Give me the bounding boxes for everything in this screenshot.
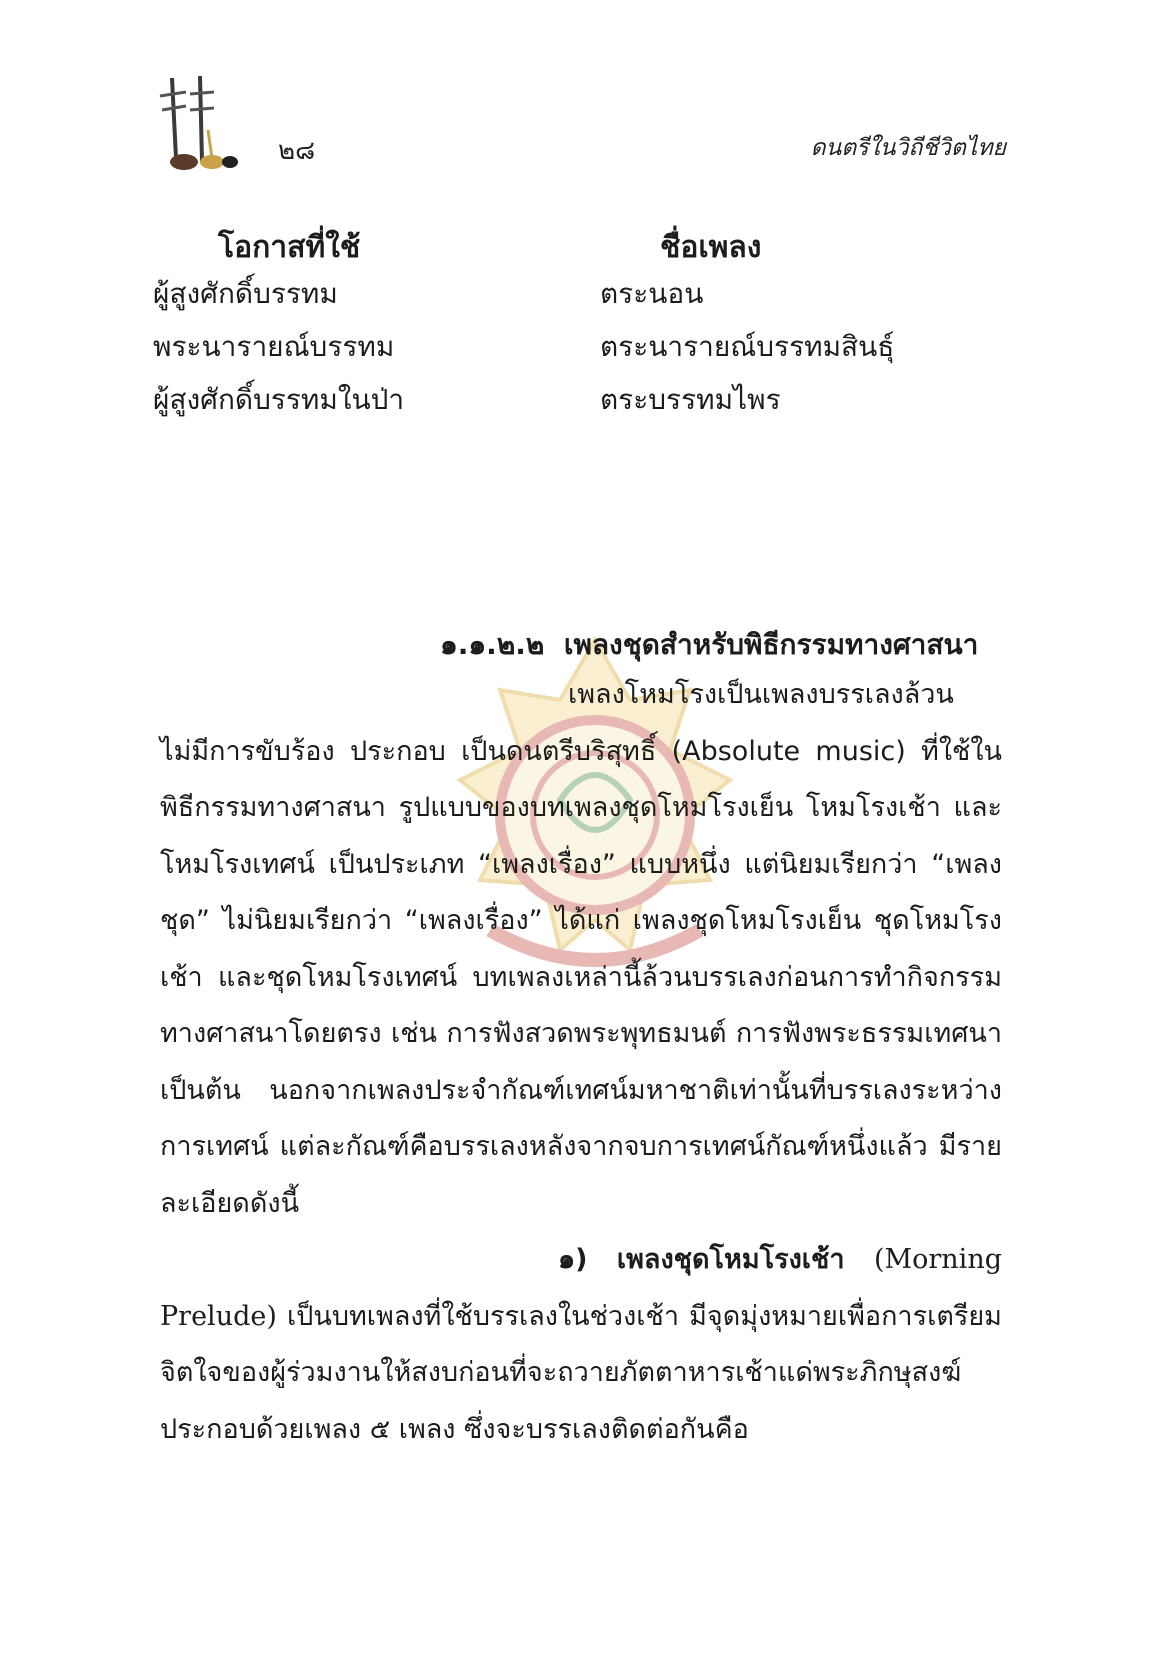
table-header-occasion: โอกาสที่ใช้	[218, 230, 361, 265]
item-title: เพลงชุดโหมโรงเช้า	[616, 1244, 845, 1275]
section-paragraph: เพลงโหมโรงเป็นเพลงบรรเลงล้วนไม่มีการขับร้อง ประกอบ เป็นดนตรีบริสุทธิ์ (Absolute music) ที่ใช้ในพิธีกรรมทางศาสนา รูปแบบของบทเพลงชุดโหมโรงเย็น โหมโรงเช้า และโหมโรงเทศน์ เป็นประเภท “เพลงเรื่อง” แบบหนึ่ง แต่นิยมเรียกว่า “เพลงชุด” ไม่นิยมเรียกว่า “เพลงเรื่อง” ได้แก่ เพลงชุดโหมโรงเย็น ชุดโหมโรงเช้า และชุดโหมโรงเทศน์ บทเพลงเหล่านี้ล้วนบรรเลงก่อนการทำกิจกรรมทางศาสนาโดยตรง เช่น การฟังสวดพระพุทธมนต์ การฟังพระธรรมเทศนา เป็นต้น นอกจากเพลงประจำกัณฑ์เทศน์มหาชาติเท่านั้นที่บรรเลงระหว่างการเทศน์ แต่ละกัณฑ์คือบรรเลงหลังจากจบการเทศน์กัณฑ์หนึ่งแล้ว มีรายละเอียดดังนี้	[160, 679, 1002, 1219]
table-cell-occasion: ผู้สูงศักดิ์บรรทมในป่า	[153, 383, 405, 416]
section-heading	[440, 623, 978, 667]
section-number: ๑.๑.๒.๒	[440, 628, 545, 661]
page-number: ๒๘	[278, 136, 316, 166]
item-paragraph	[160, 1232, 1002, 1458]
running-title: ดนตรีในวิถีชีวิตไทย	[810, 135, 1006, 161]
item-english-name: (Morning Prelude)	[160, 1244, 1002, 1332]
item-marker: ๑)	[558, 1244, 588, 1275]
table-cell-song: ตระบรรทมไพร	[600, 383, 781, 416]
instrument-logo-icon	[150, 70, 258, 178]
table-cell-song: ตระนารายณ์บรรทมสินธุ์	[600, 330, 895, 363]
table-cell-occasion: ผู้สูงศักดิ์บรรทม	[153, 277, 338, 310]
section-title: เพลงชุดสำหรับพิธีกรรมทางศาสนา	[563, 628, 979, 661]
item-text: เป็นบทเพลงที่ใช้บรรเลงในช่วงเช้า มีจุดมุ่งหมายเพื่อการเตรียมจิตใจของผู้ร่วมงานให้สงบก่อนที่จะถวายภัตตาหารเช้าแด่พระภิกษุสงฆ์ ประกอบด้วยเพลง ๕ เพลง ซึ่งจะบรรเลงติดต่อกันคือ	[160, 1300, 1002, 1445]
table-cell-occasion: พระนารายณ์บรรทม	[153, 330, 395, 363]
table-header-song: ชื่อเพลง	[660, 230, 762, 265]
table-cell-song: ตระนอน	[600, 277, 704, 310]
